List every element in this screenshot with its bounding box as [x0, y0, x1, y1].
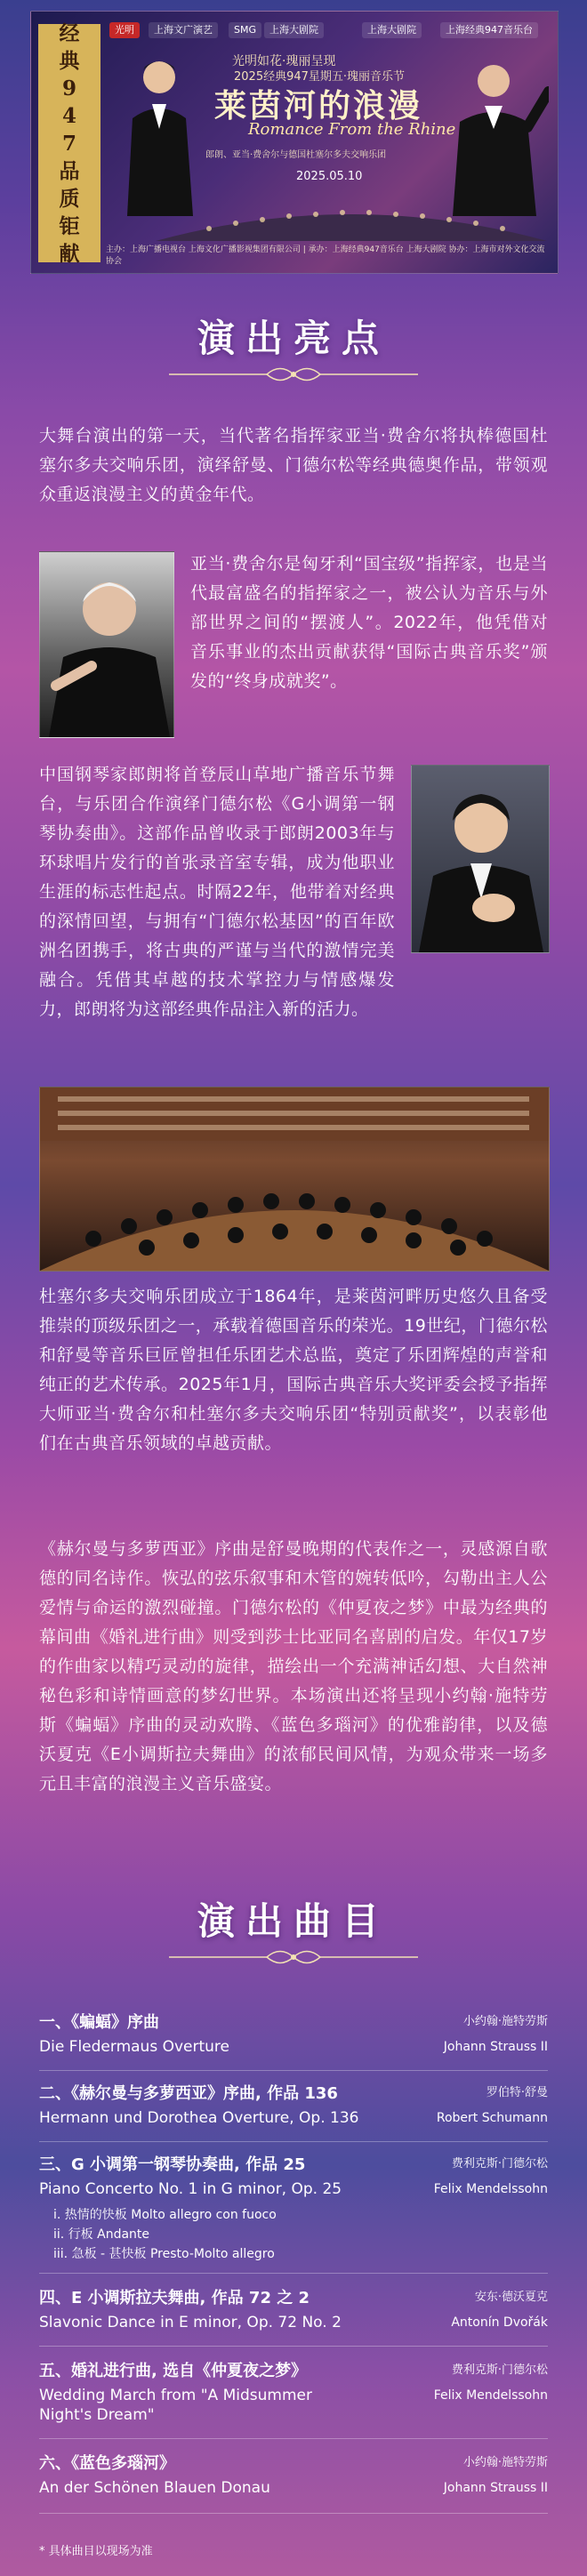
logo-right-1: 上海大剧院	[362, 22, 422, 38]
program-divider	[39, 2070, 548, 2071]
program-divider	[39, 2513, 548, 2514]
program-item-composer: 费利克斯·门德尔松	[451, 2157, 548, 2171]
logo-right-2: 上海经典947音乐台	[440, 22, 538, 38]
logo-guangming: 光明	[109, 22, 140, 38]
movement-3: iii. 急板 - 甚快板 Presto-Molto allegro	[53, 2247, 275, 2261]
program-item-composer-en: Johann Strauss II	[443, 2481, 548, 2495]
orchestra-paragraph: 杜塞尔多夫交响乐团成立于1864年，是莱茵河畔历史悠久且备受推崇的顶级乐团之一，承载着德国音乐的荣光。19世纪，门德尔松和舒曼等音乐巨匠曾担任乐团艺术总监，奠定了乐团辉煌的声誉和纯正的艺术传承。2025年1月，国际古典音乐大奖评委会授予指挥大师亚当·费舍尔和杜塞尔多夫交响乐团“特别贡献奖”，以表彰他们在古典音乐领域的卓越贡献。	[39, 1287, 548, 1453]
section-title-highlights: 演出亮点	[197, 317, 390, 360]
program-item-composer: 小约翰·施特劳斯	[462, 2456, 548, 2469]
side-title-char: 钜	[59, 213, 80, 238]
fischer-paragraph: 亚当·费舍尔是匈牙利“国宝级”指挥家，也是当代最富盛名的指挥家之一，被公认为音乐与外部世界之间的“摆渡人”。2022年，他凭借对音乐事业的杰出贡献获得“国际古典音乐奖”颁发的“终身成就奖”。	[190, 554, 548, 691]
side-title	[38, 20, 101, 266]
program-divider	[39, 2346, 548, 2347]
program-item-title: 五、婚礼进行曲, 选自《仲夏夜之梦》	[39, 2362, 308, 2380]
banner-date: 2025.05.10	[296, 170, 363, 183]
banner-subtitle-2: 2025经典947星期五·瑰丽音乐节	[234, 70, 406, 84]
program-item-title: 二、《赫尔曼与多萝西亚》序曲, 作品 136	[39, 2084, 338, 2103]
program-item-composer-en: Antonín Dvořák	[451, 2315, 548, 2330]
event-banner	[30, 11, 559, 274]
repertoire-paragraph: 《赫尔曼与多萝西亚》序曲是舒曼晚期的代表作之一，灵感源自歌德的同名诗作。恢弘的弦乐叙事和木管的婉转低吟，勾勒出主人公爱情与命运的激烈碰撞。门德尔松的《仲夏夜之梦》中最为经典的幕间曲《婚礼进行曲》则受到莎士比亚同名喜剧的启发。年仅17岁的作曲家以精巧灵动的旋律，描绘出一个充满神话幻想、大自然神秘色彩和诗情画意的梦幻世界。本场演出还将呈现小约翰·施特劳斯《蝙蝠》序曲的灵动欢腾、《蓝色多瑙河》的优雅韵律，以及德沃夏克《E小调斯拉夫舞曲》的浓郁民间风情，为观众带来一场多元且丰富的浪漫主义音乐盛宴。	[39, 1539, 548, 1794]
side-title-char: 典	[59, 48, 80, 73]
side-title-char: 品	[59, 158, 80, 183]
photo-adam-fischer	[39, 551, 174, 738]
orchestra-illustration	[156, 179, 547, 241]
logo-theatre: 上海大剧院	[264, 22, 324, 38]
side-title-char: 献	[59, 241, 80, 266]
side-title-char: 质	[59, 186, 80, 211]
photo-orchestra	[39, 1087, 550, 1272]
langlang-paragraph	[39, 760, 395, 1019]
banner-script-title: Romance From the Rhine	[248, 120, 456, 139]
program-item-composer: 小约翰·施特劳斯	[462, 2015, 548, 2028]
side-title-char: 经	[59, 20, 80, 45]
movement-1: i. 热情的快板 Molto allegro con fuoco	[53, 2208, 277, 2222]
program-item-composer-en: Robert Schumann	[436, 2111, 548, 2125]
program-item-english: An der Schönen Blauen Donau	[39, 2479, 270, 2497]
program-item-composer-en: Felix Mendelssohn	[433, 2388, 548, 2403]
program-item-composer: 罗伯特·舒曼	[486, 2086, 548, 2099]
program-divider	[39, 2141, 548, 2142]
side-title-char: 9	[61, 76, 76, 100]
banner-footer: 主办：上海广播电视台 上海文化广播影视集团有限公司 | 承办：上海经典947音乐台 上海大剧院 协办：上海市对外文化交流协会	[106, 245, 545, 266]
program-item-title: 一、《蝙蝠》序曲	[39, 2013, 159, 2032]
banner-subtitle-1: 光明如花·瑰丽呈现	[232, 54, 336, 68]
program-item-english: Hermann und Dorothea Overture, Op. 136	[39, 2109, 359, 2127]
intro-paragraph: 大舞台演出的第一天，当代著名指挥家亚当·费舍尔将执棒德国杜塞尔多夫交响乐团，演绎舒曼、门德尔松等经典德奥作品，带领观众重返浪漫主义的黄金年代。	[39, 426, 548, 504]
program-item-title: 六、《蓝色多瑙河》	[39, 2454, 175, 2473]
side-title-char: 7	[61, 131, 76, 156]
program-item-english: Wedding March from "A Midsummer	[39, 2387, 312, 2404]
program-item-english: Slavonic Dance in E minor, Op. 72 No. 2	[39, 2314, 342, 2331]
program-item-title: 四、E 小调斯拉夫舞曲, 作品 72 之 2	[39, 2289, 310, 2307]
program-item-english: Die Fledermaus Overture	[39, 2038, 229, 2056]
ornament-divider	[169, 363, 418, 386]
ornament-divider	[169, 1946, 418, 1969]
logo-smg: SMG	[229, 22, 261, 38]
footnote: * 具体曲目以现场为准	[39, 2545, 153, 2558]
program-item-title: 三、G 小调第一钢琴协奏曲, 作品 25	[39, 2155, 306, 2174]
photo-lang-lang	[411, 765, 550, 953]
section-title-program: 演出曲目	[197, 1899, 390, 1943]
program-divider	[39, 2438, 548, 2439]
program-item-composer-en: Felix Mendelssohn	[433, 2182, 548, 2196]
program-item-composer: 费利克斯·门德尔松	[451, 2363, 548, 2377]
program-item-composer: 安东·德沃夏克	[474, 2291, 548, 2304]
program-item-english-line2: Night's Dream"	[39, 2406, 155, 2424]
program-item-composer-en: Johann Strauss II	[443, 2040, 548, 2054]
logo-smg-arts: 上海文广演艺	[149, 22, 218, 38]
side-title-char: 4	[61, 103, 76, 128]
program-item-english: Piano Concerto No. 1 in G minor, Op. 25	[39, 2180, 342, 2198]
program-divider	[39, 2273, 548, 2274]
banner-description: 郎朗、亚当·费舍尔与德国杜塞尔多夫交响乐团	[205, 150, 387, 160]
banner-main-title: 莱茵河的浪漫	[214, 87, 423, 124]
langlang-paragraph-text: 中国钢琴家郎朗将首登辰山草地广播音乐节舞台，与乐团合作演绎门德尔松《G小调第一钢琴协奏曲》。这部作品曾收录于郎朗2003年与环球唱片发行的首张录音室专辑，成为他职业生涯的标志性起点。时隔22年，他带着对经典的深情回望，与拥有“门德尔松基因”的百年欧洲名团携手，将古典的严谨与当代的激情完美融合。凭借其卓越的技术掌控力与情感爆发力，郎朗将为这部经典作品注入新的活力。	[39, 765, 395, 1019]
movement-2: ii. 行板 Andante	[53, 2227, 150, 2242]
